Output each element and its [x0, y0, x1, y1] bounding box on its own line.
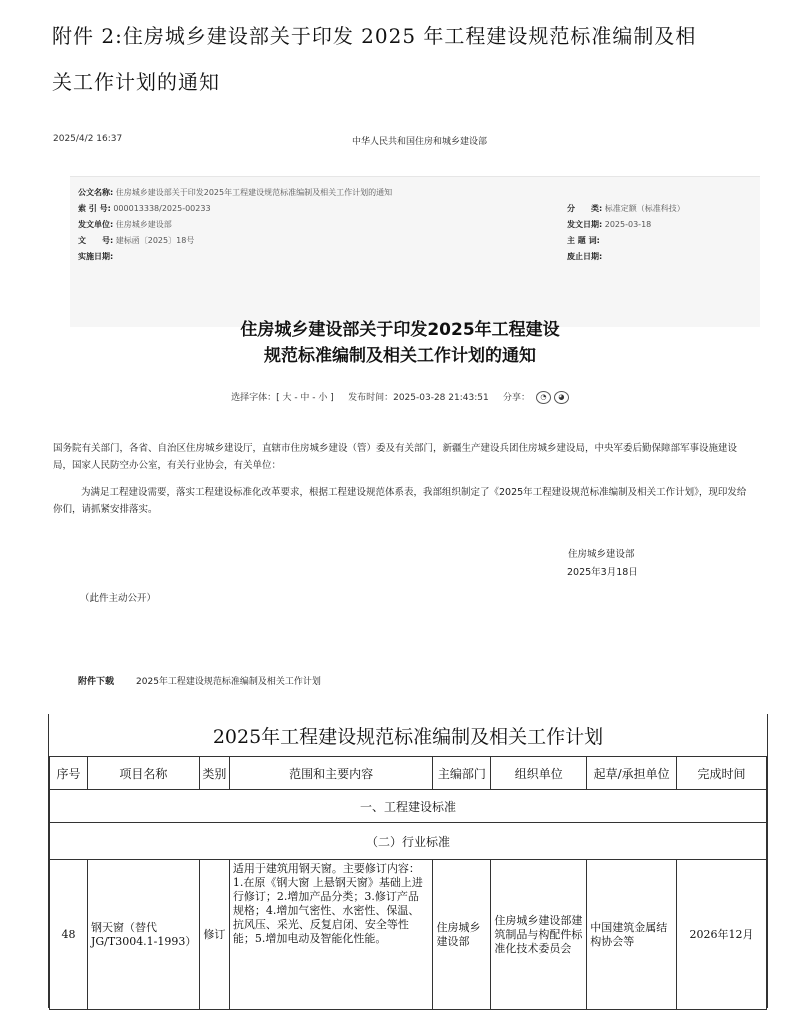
body-paragraph: 为满足工程建设需要，落实工程建设标准化改革要求，根据工程建设规范体系表，我部组织制定了《2025年工程建设规范标准编制及相关工作计划》，现印发给你们，请抓紧安排落实。 [53, 487, 747, 515]
share-label: 分享： [503, 393, 531, 403]
attachment-download-row [78, 674, 321, 687]
plan-title: 2025年工程建设规范标准编制及相关工作计划 [212, 726, 604, 748]
print-datetime: 2025/4/2 16:37 [53, 134, 123, 144]
meta-category: 分 类: 标准定额（标准科技） [567, 204, 685, 213]
section-row [50, 823, 767, 860]
header-cell: 组织单位 [491, 757, 587, 790]
signature: 住房城乡建设部 [568, 549, 635, 560]
meta-issue-date: 发文日期: 2025-03-18 [567, 220, 652, 229]
wechat-share-icon[interactable]: ◔ [536, 391, 551, 404]
font-size-label: 选择字体： [231, 393, 277, 403]
meta-issuer: 发文单位: 住房城乡建设部 [78, 220, 172, 229]
header-cell: 完成时间 [677, 757, 767, 790]
section-heading-industry: （二）行业标准 [50, 823, 767, 860]
meta-effective-date: 实施日期: [78, 252, 114, 261]
plan-table-section [48, 714, 768, 1008]
header-cell: 主编部门 [433, 757, 491, 790]
webpage-screenshot [40, 122, 760, 700]
header-cell: 类别 [199, 757, 229, 790]
header-cell: 序号 [50, 757, 88, 790]
site-name: 中华人民共和国住房和城乡建设部 [352, 137, 488, 147]
organizing-unit: 住房城乡建设部建筑制品与构配件标准化技术委员会 [491, 860, 587, 1010]
plan-table [49, 756, 767, 1010]
table-row [50, 860, 767, 1010]
header-cell: 起草/承担单位 [587, 757, 677, 790]
publish-time-label: 发布时间： [348, 393, 394, 403]
meta-index: 索 引 号: 000013338/2025-00233 [78, 204, 211, 213]
meta-docno: 文 号: 建标函〔2025〕18号 [78, 236, 195, 245]
download-link[interactable]: 2025年工程建设规范标准编制及相关工作计划 [136, 677, 321, 687]
project-type: 修订 [199, 860, 229, 1010]
addressee-paragraph: 国务院有关部门，各省、自治区住房城乡建设厅，直辖市住房城乡建设（管）委及有关部门，新疆生产建设兵团住房城乡建设局，中央军委后勤保障部军事设施建设局，国家人民防空办公室，有关行业协会，有关单位： [53, 443, 738, 471]
drafting-unit: 中国建筑金属结构协会等 [587, 860, 677, 1010]
project-name: 钢天窗（替代JG/T3004.1-1993） [87, 860, 199, 1010]
completion-date: 2026年12月 [677, 860, 767, 1010]
download-label: 附件下载 [78, 677, 115, 687]
article-title-line2: 规范标准编制及相关工作计划的通知 [264, 346, 536, 366]
metadata-panel [70, 176, 760, 327]
attachment-heading-line1: 附件 2:住房城乡建设部关于印发 2025 年工程建设规范标准编制及相 [52, 24, 697, 48]
sign-date: 2025年3月18日 [567, 567, 638, 578]
publish-time: 2025-03-28 21:43:51 [393, 393, 489, 403]
meta-doc-name: 公文名称: 住房城乡建设部关于印发2025年工程建设规范标准编制及相关工作计划的通知 [78, 188, 393, 197]
attachment-heading-line2: 关工作计划的通知 [52, 70, 220, 94]
meta-repeal-date: 废止日期: [567, 252, 603, 261]
weibo-share-icon[interactable]: ◕ [554, 391, 569, 404]
meta-topic: 主 题 词: [567, 236, 600, 245]
header-cell: 范围和主要内容 [229, 757, 433, 790]
public-note: （此件主动公开） [80, 593, 157, 604]
article-toolbar [40, 390, 760, 404]
table-header-row [50, 757, 767, 790]
chief-department: 住房城乡建设部 [433, 860, 491, 1010]
section-row [50, 790, 767, 823]
font-size-options[interactable]: [ 大 - 中 - 小 ] [276, 393, 334, 403]
article-title-line1: 住房城乡建设部关于印发2025年工程建设 [240, 320, 560, 340]
project-scope: 适用于建筑用钢天窗。主要修订内容：1.在原《钢大窗 上悬钢天窗》基础上进行修订；2.增加产品分类；3.修订产品规格；4.增加气密性、水密性、保温、抗风压、采光、反复启闭、安全等性能；5.增加电动及智能化性能。 [229, 860, 433, 1010]
header-cell: 项目名称 [87, 757, 199, 790]
row-number: 48 [50, 860, 88, 1010]
section-heading-standards: 一、工程建设标准 [50, 790, 767, 823]
